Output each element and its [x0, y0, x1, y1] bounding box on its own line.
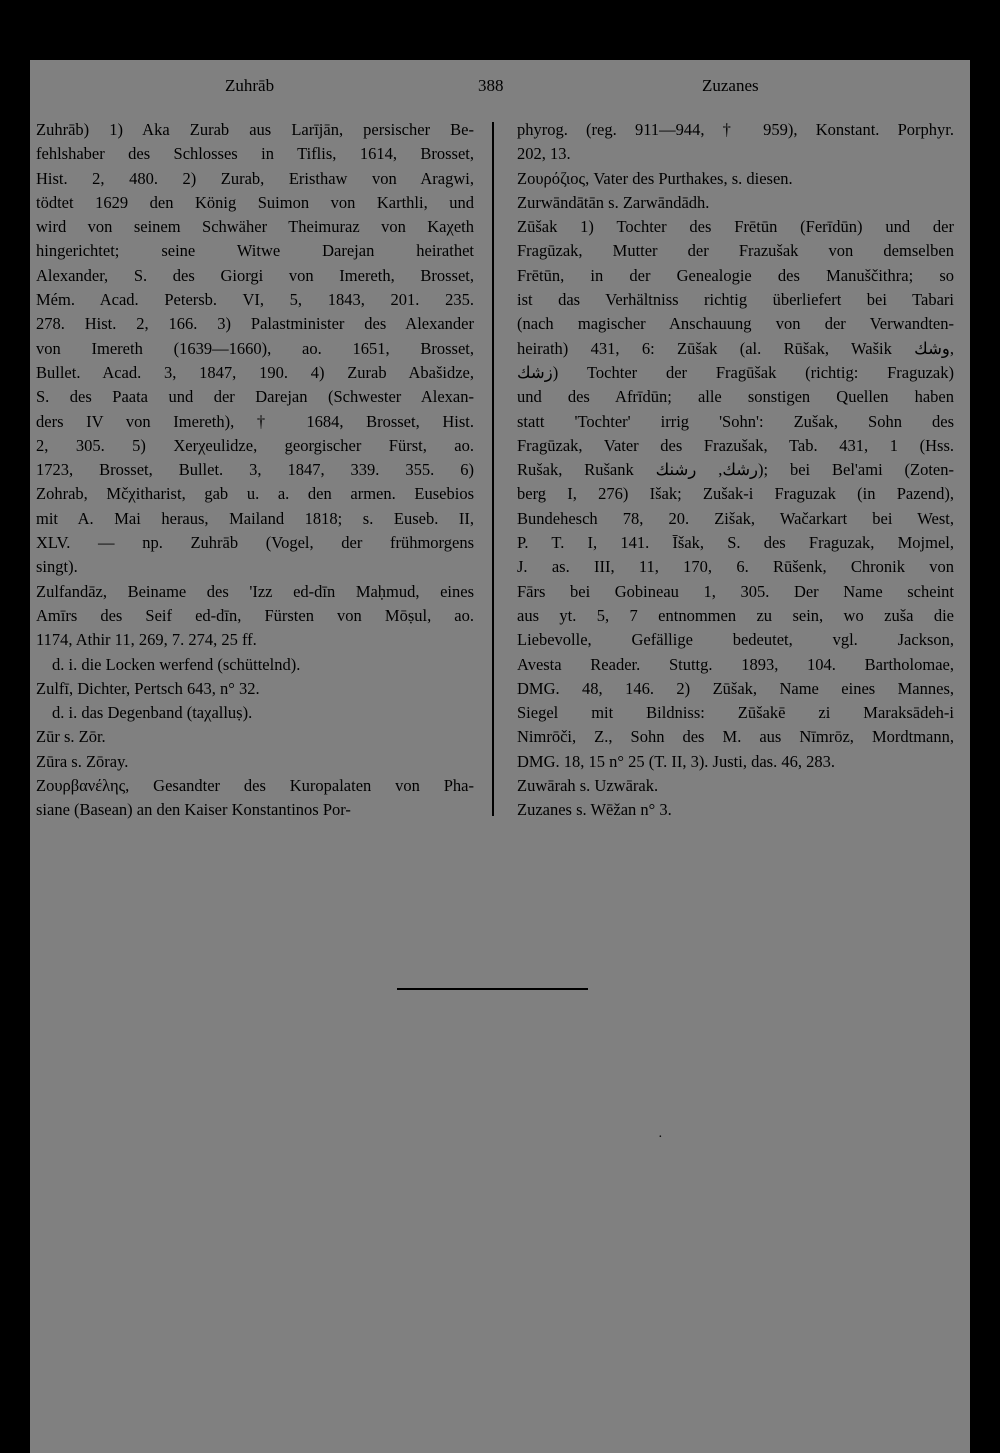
- text-line: Hist. 2, 480. 2) Zurab, Eristhaw von Aragwi,: [36, 168, 474, 188]
- text-line: S. des Paata und der Darejan (Schwester Alexan-: [36, 387, 474, 407]
- text-line: Siegel mit Bildniss: Zūšakē zi Maraksādeh-i: [517, 703, 954, 723]
- text-line: Zūr s. Zōr.: [36, 727, 106, 747]
- text-line: Amīrs des Seif ed-dīn, Fürsten von Mōṣul, ao.: [36, 605, 474, 625]
- text-line: heirath) 431, 6: Zūšak (al. Rūšak, Wašik وشك,: [517, 338, 954, 358]
- text-line: زشك) Tochter der Fragūšak (richtig: Fraguzak): [517, 362, 954, 382]
- footer-rule: [397, 988, 588, 990]
- text-line: Zulfī, Dichter, Pertsch 643, n° 32.: [36, 678, 260, 698]
- left-column: [36, 118, 474, 823]
- text-line: ders IV von Imereth), † 1684, Brosset, Hist.: [36, 411, 474, 431]
- text-line: 2, 305. 5) Xerχeulidze, georgischer Fürst, ao.: [36, 435, 474, 455]
- text-line: phyrog. (reg. 911—944, † 959), Konstant. Porphyr.: [517, 120, 954, 139]
- text-line: Fārs bei Gobineau 1, 305. Der Name scheint: [517, 581, 954, 601]
- text-line: mit A. Mai heraus, Mailand 1818; s. Euseb. II,: [36, 508, 474, 528]
- stray-mark: ·: [658, 1130, 663, 1145]
- text-line: siane (Basean) an den Kaiser Konstantinos Por-: [36, 800, 351, 820]
- text-line: Fragūzak, Vater des Frazušak, Tab. 431, 1 (Hss.: [517, 435, 954, 455]
- text-line: Zūra s. Zōray.: [36, 751, 129, 771]
- text-line: DMG. 18, 15 n° 25 (T. II, 3). Justi, das. 46, 283.: [517, 751, 835, 771]
- text-line: Zuhrāb) 1) Aka Zurab aus Larījān, persischer Be-: [36, 120, 474, 139]
- text-line: 1174, Athir 11, 269, 7. 274, 25 ff.: [36, 630, 257, 650]
- text-line: fehlshaber des Schlosses in Tiflis, 1614, Brosset,: [36, 144, 474, 164]
- text-line: Zulfandāz, Beiname des 'Izz ed-dīn Maḥmud, eines: [36, 581, 474, 601]
- text-line: DMG. 48, 146. 2) Zūšak, Name eines Mannes,: [517, 678, 954, 698]
- text-line: Zūšak 1) Tochter des Frētūn (Ferīdūn) und der: [517, 217, 954, 237]
- text-line: 278. Hist. 2, 166. 3) Palastminister des Alexander: [36, 314, 474, 334]
- text-line: tödtet 1629 den König Suimon von Karthli, und: [36, 192, 474, 212]
- text-line: XLV. — np. Zuhrāb (Vogel, der frühmorgens: [36, 533, 474, 553]
- text-line: 202, 13.: [517, 144, 571, 164]
- text-line: Frētūn, in der Genealogie des Manuščithra; so: [517, 265, 954, 285]
- text-line: aus yt. 5, 7 entnommen zu sein, wo zuša die: [517, 605, 954, 625]
- text-line: J. as. III, 11, 170, 6. Rūšenk, Chronik von: [517, 557, 954, 577]
- text-line: P. T. I, 141. Īšak, S. des Fraguzak, Mojmel,: [517, 533, 954, 553]
- text-line: Avesta Reader. Stuttg. 1893, 104. Bartholomae,: [517, 654, 954, 674]
- text-line: Liebevolle, Gefällige bedeutet, vgl. Jackson,: [517, 630, 954, 650]
- text-line: ist das Verhältniss richtig überliefert bei Tabari: [517, 290, 954, 310]
- text-line: (nach magischer Anschauung von der Verwandten-: [517, 314, 954, 334]
- text-line: Ζουρβανέλης, Gesandter des Kuropalaten von Pha-: [36, 776, 474, 796]
- running-head-left: Zuhrāb: [225, 76, 275, 95]
- text-line: von Imereth (1639—1660), ao. 1651, Brosset,: [36, 338, 474, 358]
- text-line: Fragūzak, Mutter der Frazušak von demselben: [517, 241, 954, 261]
- text-line: singt).: [36, 557, 78, 577]
- right-column: [517, 118, 954, 823]
- text-line: Zurwāndātān s. Zarwāndādh.: [517, 192, 710, 212]
- text-line: wird von seinem Schwäher Theimuraz von Kaχeth: [36, 217, 474, 237]
- column-divider: [492, 122, 494, 816]
- text-line: d. i. das Degenband (taχalluṣ).: [52, 703, 253, 723]
- text-line: Zuwārah s. Uzwārak.: [517, 776, 659, 796]
- text-line: Zohrab, Mčχitharist, gab u. a. den armen. Eusebios: [36, 484, 474, 504]
- text-line: und des Afrīdūn; alle sonstigen Quellen haben: [517, 387, 954, 407]
- text-line: d. i. die Locken werfend (schüttelnd).: [52, 654, 301, 674]
- text-line: Alexander, S. des Giorgi von Imereth, Brosset,: [36, 265, 474, 285]
- text-line: berg I, 276) Išak; Zušak-i Fraguzak (in Pazend),: [517, 484, 954, 504]
- text-line: Rušak, Rušank رشك, رشنك); bei Bel'ami (Zoten-: [517, 460, 954, 480]
- text-line: Zuzanes s. Wēžan n° 3.: [517, 800, 672, 820]
- text-line: statt 'Tochter' irrig 'Sohn': Zušak, Sohn des: [517, 411, 954, 431]
- text-line: Bullet. Acad. 3, 1847, 190. 4) Zurab Abašidze,: [36, 362, 474, 382]
- text-line: hingerichtet; seine Witwe Darejan heirathet: [36, 241, 474, 261]
- text-line: 1723, Brosset, Bullet. 3, 1847, 339. 355. 6): [36, 460, 474, 480]
- text-line: Bundehesch 78, 20. Zišak, Wačarkart bei West,: [517, 508, 954, 528]
- text-line: Mém. Acad. Petersb. VI, 5, 1843, 201. 235.: [36, 290, 474, 310]
- running-head-right: Zuzanes: [702, 76, 759, 95]
- text-line: Nimrōči, Z., Sohn des M. aus Nīmrōz, Mordtmann,: [517, 727, 954, 747]
- text-line: Ζουρόζιος, Vater des Purthakes, s. diesen.: [517, 168, 793, 188]
- page-number: 388: [478, 76, 504, 95]
